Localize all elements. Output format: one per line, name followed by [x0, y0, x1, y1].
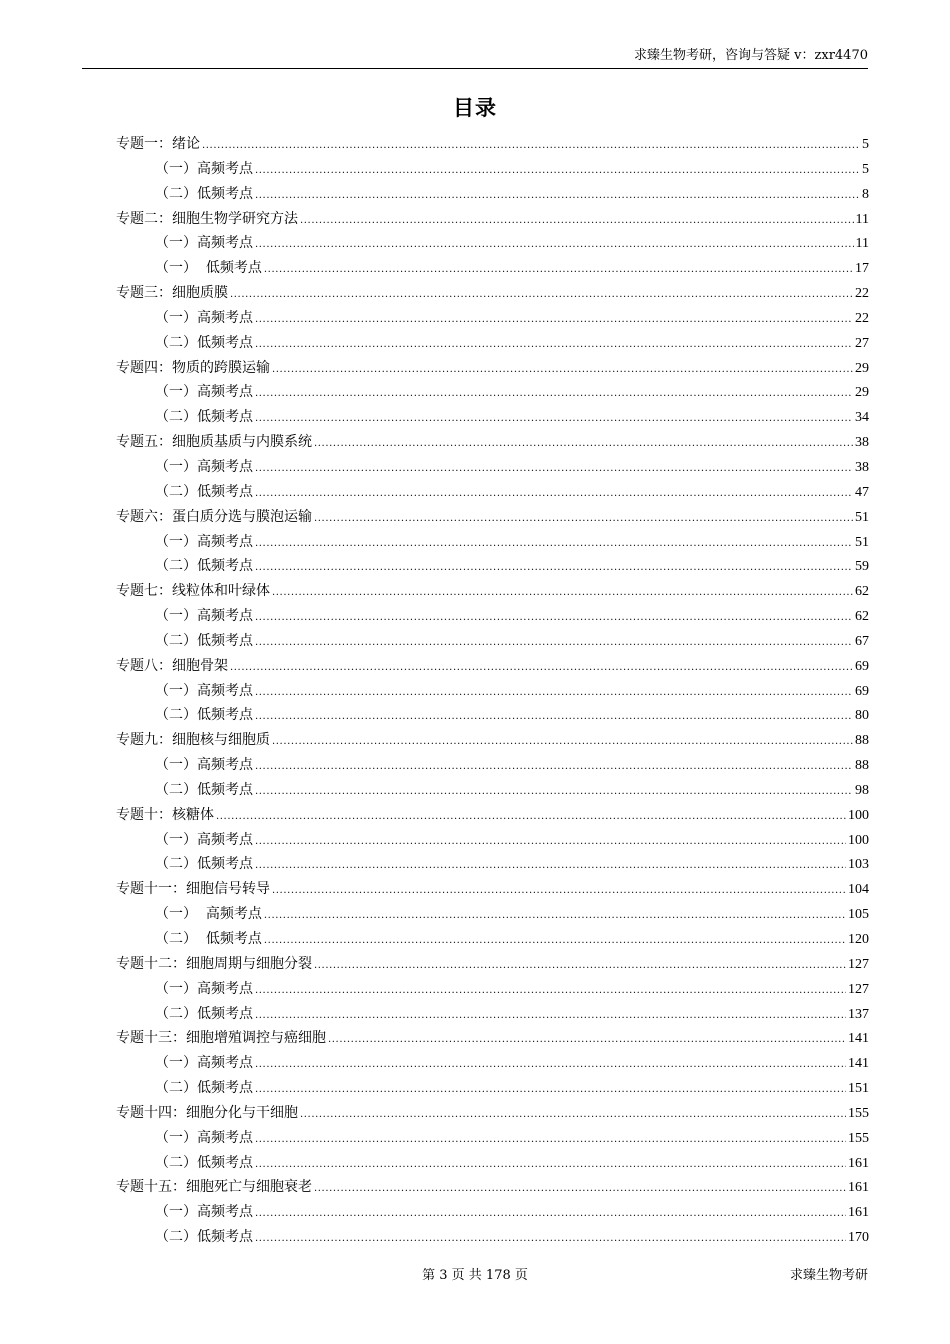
toc-section-entry[interactable] [116, 1151, 869, 1176]
toc-section-entry[interactable] [116, 927, 869, 952]
dot-leader [255, 1053, 846, 1078]
toc-entry-page: 22 [855, 310, 869, 326]
dot-leader [255, 333, 853, 358]
dot-leader [272, 879, 846, 904]
toc-entry-label: （二）低频考点 [155, 185, 253, 202]
footer-brand: 求臻生物考研 [789, 1268, 868, 1283]
dot-leader [314, 954, 846, 979]
toc-chapter-entry[interactable] [116, 952, 869, 977]
toc-entry-page: 161 [848, 1155, 869, 1171]
dot-leader [255, 631, 853, 656]
toc-entry-label: 专题十：核糖体 [116, 806, 214, 823]
toc-entry-label: （一）高频考点 [155, 757, 253, 774]
dot-leader [264, 904, 846, 929]
toc-entry-page: 69 [855, 683, 869, 699]
toc-entry-page: 59 [855, 559, 869, 575]
toc-entry-label: 专题四：物质的跨膜运输 [116, 359, 270, 376]
toc-entry-label: （二）低频考点 [155, 1080, 253, 1097]
dot-leader [255, 233, 854, 258]
toc-entry-label: （二）低频考点 [155, 781, 253, 798]
toc-entry-page: 11 [855, 236, 869, 252]
toc-entry-label: 专题五：细胞质基质与内膜系统 [116, 434, 312, 451]
dot-leader [255, 830, 846, 855]
dot-leader [255, 159, 860, 184]
toc-entry-label: （二）低频考点 [155, 632, 253, 649]
toc-section-entry[interactable] [116, 331, 869, 356]
toc-entry-page: 17 [855, 261, 869, 277]
toc-entry-page: 38 [855, 435, 869, 451]
toc-entry-label: （一）高频考点 [155, 1129, 253, 1146]
toc-entry-label: 专题七：线粒体和叶绿体 [116, 583, 270, 600]
toc-entry-label: 专题九：细胞核与细胞质 [116, 732, 270, 749]
dot-leader [255, 755, 853, 780]
dot-leader [255, 705, 853, 730]
toc-section-entry[interactable] [116, 1126, 869, 1151]
toc-entry-page: 8 [862, 186, 869, 202]
toc-section-entry[interactable] [116, 231, 869, 256]
toc-entry-label: （一）高频考点 [155, 1055, 253, 1072]
dot-leader [300, 1103, 846, 1128]
toc-section-entry[interactable] [116, 405, 869, 430]
dot-leader [255, 184, 860, 209]
dot-leader [314, 432, 853, 457]
toc-entry-page: 67 [855, 633, 869, 649]
toc-entry-label: （二）低频考点 [155, 483, 253, 500]
toc-entry-label: （二）低频考点 [155, 856, 253, 873]
toc-entry-label: 专题十二：细胞周期与细胞分裂 [116, 955, 312, 972]
toc-entry-page: 27 [855, 335, 869, 351]
toc-chapter-entry[interactable] [116, 356, 869, 381]
toc-section-entry[interactable] [116, 380, 869, 405]
toc-section-entry[interactable] [116, 554, 869, 579]
toc-section-entry[interactable] [116, 977, 869, 1002]
toc-section-entry[interactable] [116, 306, 869, 331]
toc-entry-label: （一）高频考点 [155, 458, 253, 475]
toc-section-entry[interactable] [116, 604, 869, 629]
toc-section-entry[interactable] [116, 530, 869, 555]
dot-leader [255, 308, 853, 333]
toc-section-entry[interactable] [116, 1076, 869, 1101]
toc-section-entry[interactable] [116, 828, 869, 853]
toc-section-entry[interactable] [116, 1200, 869, 1225]
toc-entry-label: （一） 高频考点 [155, 906, 262, 923]
toc-entry-label: （一）高频考点 [155, 160, 253, 177]
toc-section-entry[interactable] [116, 455, 869, 480]
toc-entry-page: 100 [848, 807, 869, 823]
toc-chapter-entry[interactable] [116, 579, 869, 604]
toc-entry-page: 69 [855, 658, 869, 674]
toc-entry-page: 47 [855, 484, 869, 500]
toc-entry-page: 103 [848, 857, 869, 873]
dot-leader [328, 1028, 846, 1053]
dot-leader [314, 1177, 846, 1202]
toc-section-entry[interactable] [116, 182, 869, 207]
toc-section-entry[interactable] [116, 703, 869, 728]
dot-leader [255, 780, 853, 805]
toc-entry-label: （二）低频考点 [155, 1005, 253, 1022]
toc-entry-label: （一）高频考点 [155, 235, 253, 252]
dot-leader [255, 1004, 846, 1029]
toc-entry-label: （二）低频考点 [155, 707, 253, 724]
toc-entry-page: 161 [848, 1180, 869, 1196]
toc-entry-page: 98 [855, 782, 869, 798]
dot-leader [272, 358, 853, 383]
toc-chapter-entry[interactable] [116, 1026, 869, 1051]
toc-section-entry[interactable] [116, 778, 869, 803]
toc-chapter-entry[interactable] [116, 505, 869, 530]
toc-section-entry[interactable] [116, 852, 869, 877]
toc-chapter-entry[interactable] [116, 728, 869, 753]
toc-entry-page: 127 [848, 981, 869, 997]
toc-entry-label: （一）高频考点 [155, 682, 253, 699]
toc-chapter-entry[interactable] [116, 803, 869, 828]
toc-entry-page: 105 [848, 907, 869, 923]
toc-entry-label: 专题十一：细胞信号转导 [116, 881, 270, 898]
toc-chapter-entry[interactable] [116, 430, 869, 455]
toc-section-entry[interactable] [116, 1002, 869, 1027]
dot-leader [255, 979, 846, 1004]
toc-entry-page: 155 [848, 1130, 869, 1146]
table-of-contents [116, 132, 869, 1250]
dot-leader [255, 1227, 846, 1252]
toc-section-entry[interactable] [116, 480, 869, 505]
toc-entry-label: 专题六：蛋白质分选与膜泡运输 [116, 508, 312, 525]
page-header: 求臻生物考研，咨询与答疑 v：zxr4470 [634, 48, 868, 63]
dot-leader [255, 532, 853, 557]
toc-entry-page: 62 [855, 584, 869, 600]
toc-entry-page: 51 [855, 534, 869, 550]
toc-entry-label: （二）低频考点 [155, 1229, 253, 1246]
toc-entry-page: 161 [848, 1205, 869, 1221]
toc-entry-label: 专题二：细胞生物学研究方法 [116, 210, 298, 227]
toc-chapter-entry[interactable] [116, 654, 869, 679]
toc-entry-page: 80 [855, 708, 869, 724]
dot-leader [255, 457, 853, 482]
dot-leader [255, 1128, 846, 1153]
dot-leader [202, 134, 860, 159]
dot-leader [255, 1153, 846, 1178]
toc-entry-label: 专题十三：细胞增殖调控与癌细胞 [116, 1030, 326, 1047]
toc-entry-label: 专题三：细胞质膜 [116, 285, 228, 302]
toc-section-entry[interactable] [116, 1225, 869, 1250]
toc-entry-page: 141 [848, 1031, 869, 1047]
toc-entry-label: （二）低频考点 [155, 1154, 253, 1171]
toc-section-entry[interactable] [116, 256, 869, 281]
toc-entry-label: （二）低频考点 [155, 558, 253, 575]
toc-entry-page: 170 [848, 1230, 869, 1246]
toc-entry-label: （二）低频考点 [155, 334, 253, 351]
toc-entry-label: （二） 低频考点 [155, 931, 262, 947]
toc-entry-label: 专题十四：细胞分化与干细胞 [116, 1104, 298, 1121]
dot-leader [230, 283, 853, 308]
toc-section-entry[interactable] [116, 902, 869, 927]
toc-entry-label: （一）高频考点 [155, 309, 253, 326]
toc-entry-page: 51 [855, 509, 869, 525]
toc-entry-page: 29 [855, 360, 869, 376]
toc-entry-page: 5 [862, 161, 869, 177]
toc-section-entry[interactable] [116, 157, 869, 182]
toc-entry-page: 100 [848, 832, 869, 848]
toc-entry-label: （一） 低频考点 [155, 260, 262, 277]
dot-leader [255, 1202, 846, 1227]
toc-entry-page: 29 [855, 385, 869, 401]
dot-leader [255, 854, 846, 879]
toc-entry-page: 127 [848, 956, 869, 972]
toc-title: 目录 [453, 96, 497, 120]
toc-entry-page: 88 [855, 758, 869, 774]
toc-entry-page: 88 [855, 733, 869, 749]
dot-leader [255, 407, 853, 432]
dot-leader [272, 730, 853, 755]
toc-entry-label: 专题十五：细胞死亡与细胞衰老 [116, 1179, 312, 1196]
dot-leader [264, 929, 846, 954]
toc-entry-label: （一）高频考点 [155, 533, 253, 550]
toc-entry-label: （一）高频考点 [155, 831, 253, 848]
dot-leader [255, 606, 853, 631]
dot-leader [255, 1078, 846, 1103]
toc-section-entry[interactable] [116, 679, 869, 704]
toc-chapter-entry[interactable] [116, 877, 869, 902]
dot-leader [264, 258, 853, 283]
dot-leader [272, 581, 853, 606]
toc-entry-page: 137 [848, 1006, 869, 1022]
dot-leader [216, 805, 846, 830]
toc-chapter-entry[interactable] [116, 1175, 869, 1200]
toc-chapter-entry[interactable] [116, 281, 869, 306]
toc-entry-page: 151 [848, 1081, 869, 1097]
toc-entry-page: 104 [848, 882, 869, 898]
toc-entry-label: （一）高频考点 [155, 384, 253, 401]
toc-entry-label: （一）高频考点 [155, 608, 253, 625]
toc-section-entry[interactable] [116, 1051, 869, 1076]
toc-entry-page: 141 [848, 1056, 869, 1072]
toc-section-entry[interactable] [116, 753, 869, 778]
toc-entry-label: 专题八：细胞骨架 [116, 657, 228, 674]
toc-entry-label: （一）高频考点 [155, 980, 253, 997]
toc-entry-page: 155 [848, 1105, 869, 1121]
dot-leader [255, 382, 853, 407]
toc-entry-label: （二）低频考点 [155, 409, 253, 426]
toc-chapter-entry[interactable] [116, 207, 869, 232]
page-number: 第 3 页 共 178 页 [422, 1268, 528, 1283]
toc-entry-page: 38 [855, 459, 869, 475]
toc-entry-page: 62 [855, 609, 869, 625]
dot-leader [300, 209, 854, 234]
toc-chapter-entry[interactable] [116, 1101, 869, 1126]
toc-section-entry[interactable] [116, 629, 869, 654]
dot-leader [255, 482, 853, 507]
header-divider [82, 68, 868, 69]
toc-entry-label: （一）高频考点 [155, 1204, 253, 1221]
toc-entry-page: 5 [862, 137, 869, 152]
toc-entry-page: 34 [855, 410, 869, 426]
toc-entry-page: 11 [855, 211, 869, 227]
toc-entry-label: 专题一：绪论 [116, 136, 200, 152]
toc-chapter-entry[interactable] [116, 132, 869, 157]
dot-leader [255, 556, 853, 581]
dot-leader [230, 656, 853, 681]
dot-leader [255, 681, 853, 706]
dot-leader [314, 507, 853, 532]
toc-entry-page: 22 [855, 286, 869, 302]
toc-entry-page: 120 [848, 932, 869, 947]
